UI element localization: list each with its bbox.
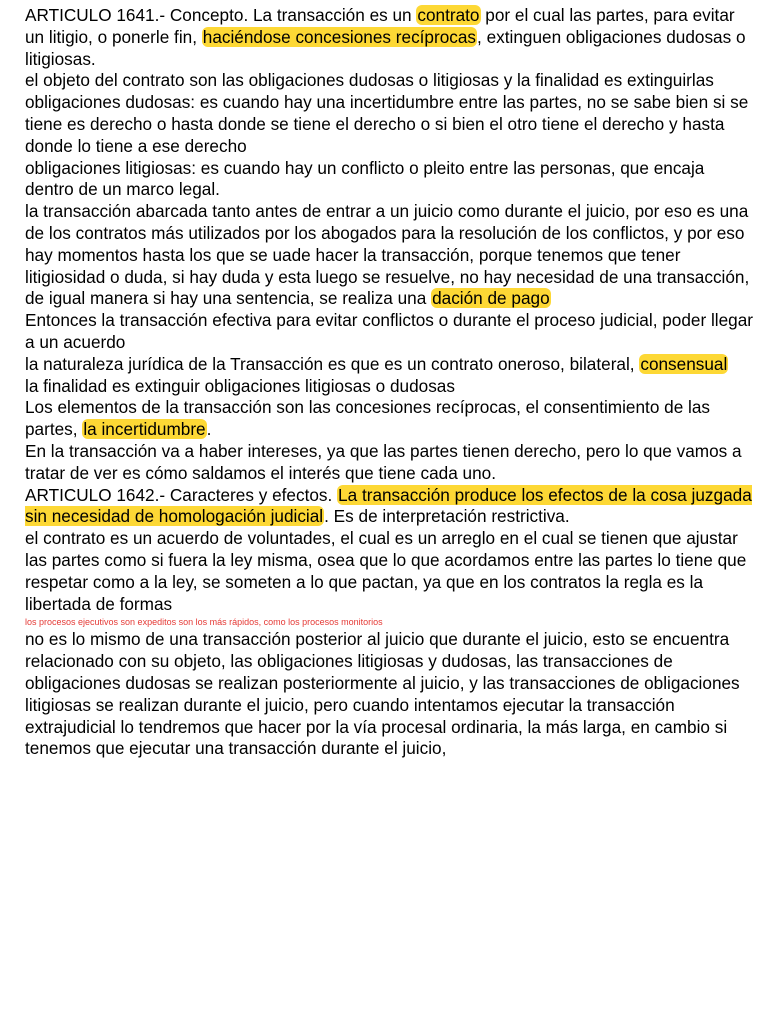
highlight-consensual: consensual	[640, 353, 728, 374]
paragraph-objeto: el objeto del contrato son las obligaciones dudosas o litigiosas y la finalidad es extinguirlas	[25, 70, 714, 91]
paragraph-transaccion-posterior: no es lo mismo de una transacción posterior al juicio que durante el juicio, esto se encuentra relacionado con su objeto, las obligaciones litigiosas y dudosas, las transacciones de obligaciones dudosas se realizan posteriormente al juicio, y las transacciones de obligaciones litigiosas se realizan durante el juicio, pero cuando intentamos ejecutar la transacción extrajudicial lo tendremos que hacer por la vía procesal ordinaria, la más larga, en cambio si tenemos que ejecutar una transacción durante el juicio,	[25, 629, 740, 759]
text-run: . Es de interpretación restrictiva.	[324, 506, 570, 527]
paragraph-obligaciones-dudosas: obligaciones dudosas: es cuando hay una incertidumbre entre las partes, no se sabe bien si se tiene es derecho o hasta donde se tiene el derecho o si bien el otro tiene el derecho y hasta donde lo tiene a ese derecho	[25, 92, 749, 156]
highlight-dacion-de-pago: dación de pago	[432, 288, 550, 309]
paragraph-naturaleza-juridica	[25, 354, 755, 376]
text-run: .	[206, 419, 212, 440]
text-run: Los elementos de la transacción son las concesiones recíprocas, el consentimiento de las partes,	[25, 397, 711, 440]
paragraph-transaccion-efectiva: Entonces la transacción efectiva para evitar conflictos o durante el proceso judicial, poder llegar a un acuerdo	[25, 310, 754, 352]
paragraph-transaccion-abarcada	[25, 201, 755, 310]
paragraph-article-1641	[25, 5, 755, 70]
paragraph-finalidad: la finalidad es extinguir obligaciones litigiosas o dudosas	[25, 375, 455, 396]
text-run: la naturaleza jurídica de la Transacción es que es un contrato oneroso, bilateral,	[25, 353, 640, 374]
highlight-concesiones: haciéndose concesiones recíprocas	[202, 26, 477, 47]
text-run: ARTICULO 1641.- Concepto. La transacción es un	[25, 5, 417, 25]
document-body	[25, 5, 755, 760]
text-run: , extinguen obligaciones dudosas o litigiosas.	[25, 26, 746, 69]
paragraph-article-1642	[25, 485, 755, 529]
paragraph-intereses: En la transacción va a haber intereses, ya que las partes tienen derecho, pero lo que vamos a tratar de ver es cómo saldamos el interés que tiene cada uno.	[25, 440, 742, 483]
paragraph-elementos	[25, 397, 755, 441]
highlight-contrato: contrato	[417, 5, 480, 25]
text-run: por el cual las partes, para evitar un litigio, o ponerle fin,	[25, 5, 735, 47]
highlight-incertidumbre: la incertidumbre	[83, 419, 206, 440]
paragraph-obligaciones-litigiosas: obligaciones litigiosas: es cuando hay un conflicto o pleito entre las personas, que encaja dentro de un marco legal.	[25, 157, 705, 200]
text-run: la transacción abarcada tanto antes de entrar a un juicio como durante el juicio, por eso es una de los contratos más utilizados por los abogados para la resolución de los conflictos, y por eso hay momentos hasta los que se uade hacer la transacción, porque tenemos que tener litigiosidad o duda, si hay duda y esta luego se resuelve, no hay necesidad de una transacción, de igual manera si hay una sentencia, se realiza una	[25, 201, 750, 309]
highlight-cosa-juzgada: La transacción produce los efectos de la cosa juzgada sin necesidad de homologación judicial	[25, 484, 752, 527]
paragraph-acuerdo-voluntades: el contrato es un acuerdo de voluntades, el cual es un arreglo en el cual se tienen que ajustar las partes como si fuera la ley misma, osea que lo que acordamos entre las partes lo tiene que respetar como a la ley, se someten a lo que pactan, ya que en los contratos la regla es la libertada de formas	[25, 528, 747, 614]
annotation-note: los procesos ejecutivos son expeditos son los más rápidos, como los procesos monitorios	[25, 617, 383, 628]
text-run: ARTICULO 1642.- Caracteres y efectos.	[25, 484, 338, 505]
